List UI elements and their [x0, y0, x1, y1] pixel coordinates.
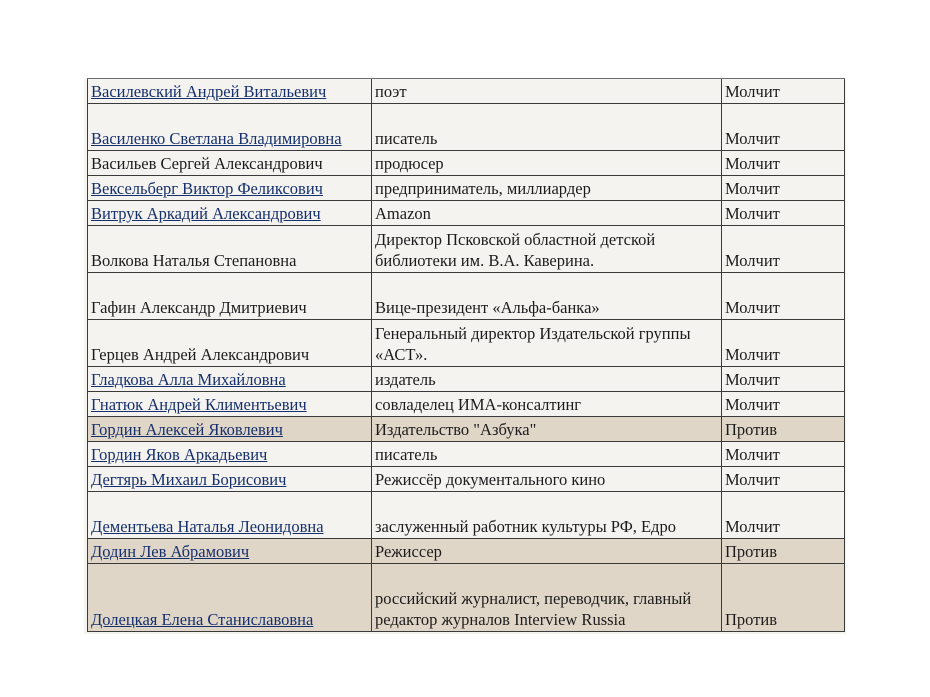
person-name-link[interactable]: Василенко Светлана Владимировна: [91, 129, 342, 148]
position-cell: Молчит: [722, 320, 845, 367]
description-cell: продюсер: [372, 151, 722, 176]
table-row: [88, 467, 845, 492]
name-cell: [88, 417, 372, 442]
description-cell: Режиссер: [372, 539, 722, 564]
description-cell: совладелец ИМА-консалтинг: [372, 392, 722, 417]
name-cell: [88, 467, 372, 492]
person-name: Гафин Александр Дмитриевич: [91, 298, 307, 317]
person-name-link[interactable]: Дементьева Наталья Леонидовна: [91, 517, 324, 536]
person-name-link[interactable]: Додин Лев Абрамович: [91, 542, 250, 561]
table-body: [88, 79, 845, 632]
person-name-link[interactable]: Василевский Андрей Витальевич: [91, 82, 327, 101]
table-row: [88, 492, 845, 539]
position-cell: Молчит: [722, 201, 845, 226]
position-cell: Против: [722, 564, 845, 632]
table-row: [88, 151, 845, 176]
description-cell: издатель: [372, 367, 722, 392]
table-row: [88, 201, 845, 226]
people-table: [87, 78, 845, 632]
description-cell: поэт: [372, 79, 722, 104]
person-name-link[interactable]: Гордин Алексей Яковлевич: [91, 420, 283, 439]
position-cell: Молчит: [722, 492, 845, 539]
table-row: [88, 104, 845, 151]
name-cell: [88, 392, 372, 417]
name-cell: [88, 151, 372, 176]
position-cell: Молчит: [722, 367, 845, 392]
name-cell: [88, 564, 372, 632]
description-cell: предприниматель, миллиардер: [372, 176, 722, 201]
name-cell: [88, 367, 372, 392]
name-cell: [88, 226, 372, 273]
position-cell: Молчит: [722, 79, 845, 104]
name-cell: [88, 273, 372, 320]
person-name-link[interactable]: Гордин Яков Аркадьевич: [91, 445, 268, 464]
position-cell: Молчит: [722, 226, 845, 273]
position-cell: Против: [722, 417, 845, 442]
table-row: [88, 539, 845, 564]
person-name-link[interactable]: Гнатюк Андрей Климентьевич: [91, 395, 307, 414]
name-cell: [88, 79, 372, 104]
table-row: [88, 442, 845, 467]
person-name-link[interactable]: Долецкая Елена Станиславовна: [91, 610, 314, 629]
position-cell: Молчит: [722, 273, 845, 320]
name-cell: [88, 492, 372, 539]
person-name-link[interactable]: Гладкова Алла Михайловна: [91, 370, 286, 389]
position-cell: Молчит: [722, 392, 845, 417]
paper-edge: [84, 74, 846, 80]
person-name-link[interactable]: Вексельберг Виктор Феликсович: [91, 179, 323, 198]
description-cell: писатель: [372, 104, 722, 151]
position-cell: Против: [722, 539, 845, 564]
table-row: [88, 273, 845, 320]
position-cell: Молчит: [722, 467, 845, 492]
table-row: [88, 367, 845, 392]
name-cell: [88, 201, 372, 226]
description-cell: российский журналист, переводчик, главный редактор журналов Interview Russia: [372, 564, 722, 632]
description-cell: Генеральный директор Издательской группы «АСТ».: [372, 320, 722, 367]
description-cell: Amazon: [372, 201, 722, 226]
position-cell: Молчит: [722, 176, 845, 201]
name-cell: [88, 539, 372, 564]
table-row: [88, 79, 845, 104]
person-name: Волкова Наталья Степановна: [91, 251, 297, 270]
person-name-link[interactable]: Витрук Аркадий Александрович: [91, 204, 321, 223]
description-cell: Издательство "Азбука": [372, 417, 722, 442]
table-row: [88, 320, 845, 367]
name-cell: [88, 104, 372, 151]
name-cell: [88, 176, 372, 201]
person-name: Васильев Сергей Александрович: [91, 154, 323, 173]
table-row: [88, 176, 845, 201]
table-row: [88, 417, 845, 442]
table-row: [88, 226, 845, 273]
name-cell: [88, 442, 372, 467]
person-name: Герцев Андрей Александрович: [91, 345, 310, 364]
position-cell: Молчит: [722, 442, 845, 467]
table-row: [88, 392, 845, 417]
description-cell: Директор Псковской областной детской библиотеки им. В.А. Каверина.: [372, 226, 722, 273]
description-cell: писатель: [372, 442, 722, 467]
position-cell: Молчит: [722, 151, 845, 176]
description-cell: заслуженный работник культуры РФ, Едро: [372, 492, 722, 539]
description-cell: Режиссёр документального кино: [372, 467, 722, 492]
description-cell: Вице-президент «Альфа-банка»: [372, 273, 722, 320]
table-row: [88, 564, 845, 632]
position-cell: Молчит: [722, 104, 845, 151]
person-name-link[interactable]: Дегтярь Михаил Борисович: [91, 470, 287, 489]
name-cell: [88, 320, 372, 367]
